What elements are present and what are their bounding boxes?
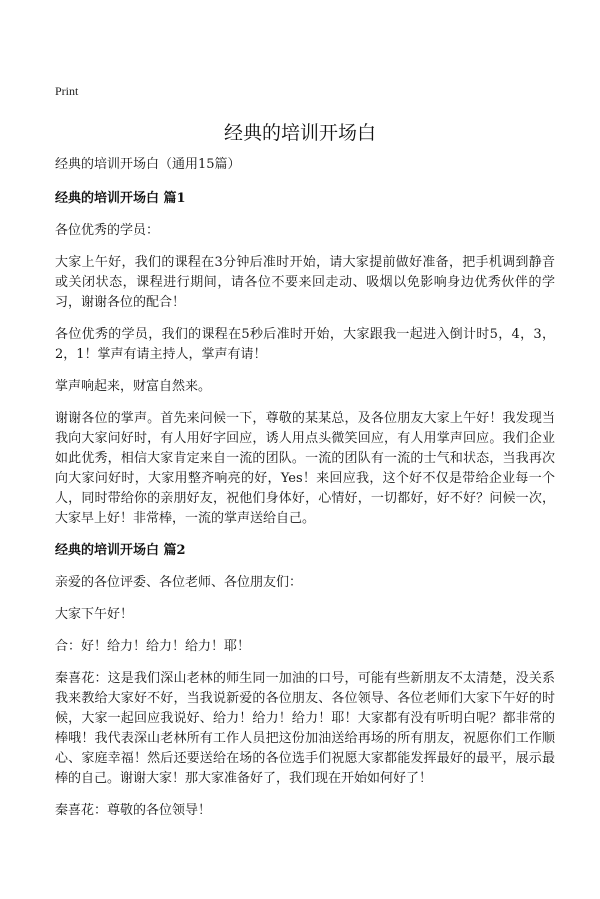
document-body [55, 155, 555, 833]
section-heading-1: 经典的培训开场白 篇1 [55, 191, 186, 206]
paragraph: 掌声响起来，财富自然来。 [55, 379, 212, 394]
paragraph: 合：好！给力！给力！给力！耶！ [55, 639, 251, 654]
section-heading-2: 经典的培训开场白 篇2 [55, 543, 186, 558]
paragraph: 秦喜花：尊敬的各位领导！ [55, 803, 212, 818]
paragraph: 秦喜花：这是我们深山老林的师生同一加油的口号，可能有些新朋友不太清楚，没关系我来教给大家好不好，当我说新爱的各位朋友、各位领导、各位老师们大家下午好的时候，大家一起回应我说好、给力！给力！给力！耶！大家都有没有听明白呢？都非常的棒哦！我代表深山老林所有工作人员把这份加油送给再场的所有朋友，祝愿你们工作顺心、家庭幸福！然后还要送给在场的各位选手们祝愿大家都能发挥最好的最平，展示最棒的自己。谢谢大家！那大家准备好了，我们现在开始如何好了！ [55, 671, 555, 786]
paragraph: 各位优秀的学员： [55, 223, 160, 238]
paragraph: 谢谢各位的掌声。首先来问候一下，尊敬的某某总，及各位朋友大家上午好！我发现当我向大家问好时，有人用好字回应，诱人用点头微笑回应，有人用掌声回应。我们企业如此优秀，相信大家肯定来自一流的团队。一流的团队有一流的士气和状态，当我再次向大家问好时，大家用整齐响亮的好，Yes！来回应我，这个好不仅是带给企业每一个人，同时带给你的亲朋好友，祝他们身体好，心情好，一切都好，好不好？问候一次，大家早上好！非常棒，一流的掌声送给自己。 [55, 411, 555, 526]
document-title: 经典的培训开场白 [223, 122, 376, 144]
paragraph: 各位优秀的学员，我们的课程在5秒后准时开始，大家跟我一起进入倒计时5，4，3，2，1！掌声有请主持人，掌声有请！ [55, 327, 555, 362]
paragraph: 大家下午好！ [55, 607, 134, 622]
print-label: Print [55, 84, 79, 98]
document-subtitle: 经典的培训开场白（通用15篇） [55, 157, 241, 172]
paragraph: 大家上午好，我们的课程在3分钟后准时开始，请大家提前做好准备，把手机调到静音或关闭状态，课程进行期间，请各位不要来回走动、吸烟以免影响身边优秀伙伴的学习，谢谢各位的配合！ [55, 255, 555, 310]
paragraph: 亲爱的各位评委、各位老师、各位朋友们： [55, 575, 303, 590]
